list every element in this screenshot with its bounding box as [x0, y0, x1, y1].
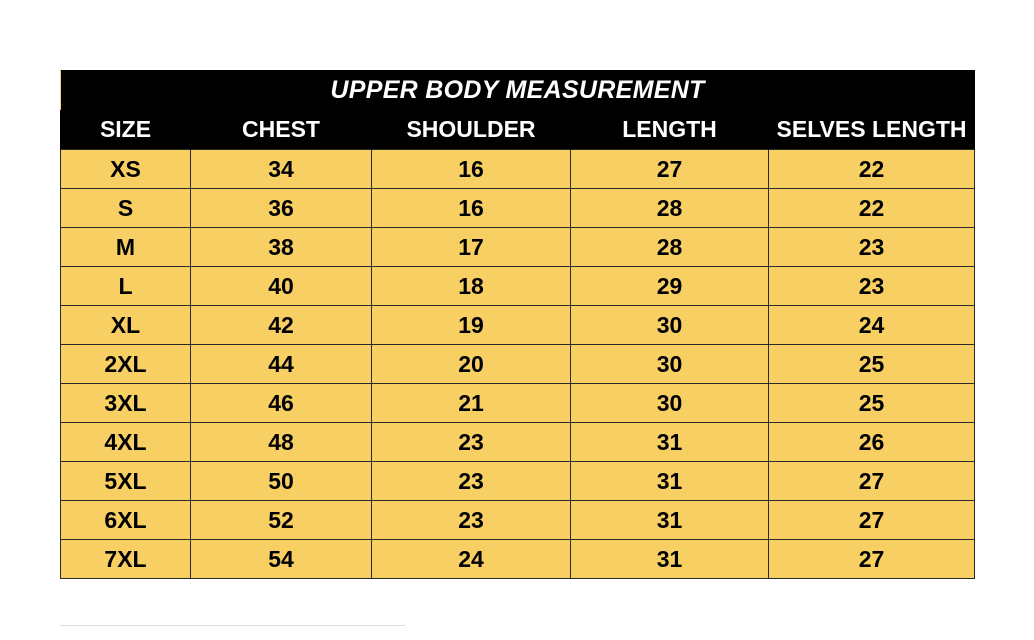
cell-chest: 54	[191, 540, 372, 579]
cell-length: 28	[571, 228, 769, 267]
cell-chest: 38	[191, 228, 372, 267]
table-row	[61, 228, 975, 267]
cell-shoulder: 21	[372, 384, 571, 423]
cell-shoulder: 20	[372, 345, 571, 384]
cell-length: 31	[571, 462, 769, 501]
cell-length: 31	[571, 501, 769, 540]
cell-length: 31	[571, 423, 769, 462]
cell-size: 4XL	[61, 423, 191, 462]
table-row	[61, 267, 975, 306]
cell-selves-length: 23	[769, 228, 975, 267]
table-header-row	[61, 110, 975, 150]
cell-selves-length: 25	[769, 345, 975, 384]
cell-shoulder: 16	[372, 189, 571, 228]
cell-size: M	[61, 228, 191, 267]
cell-chest: 42	[191, 306, 372, 345]
table-title-row	[61, 70, 975, 110]
cell-length: 31	[571, 540, 769, 579]
cell-size: 5XL	[61, 462, 191, 501]
cell-shoulder: 23	[372, 501, 571, 540]
table-row	[61, 540, 975, 579]
cell-shoulder: 18	[372, 267, 571, 306]
cell-shoulder: 23	[372, 462, 571, 501]
cell-chest: 40	[191, 267, 372, 306]
cell-chest: 44	[191, 345, 372, 384]
table-row	[61, 306, 975, 345]
cell-length: 28	[571, 189, 769, 228]
cell-size: 7XL	[61, 540, 191, 579]
table-row	[61, 423, 975, 462]
cell-size: L	[61, 267, 191, 306]
cell-shoulder: 19	[372, 306, 571, 345]
cell-size: XS	[61, 150, 191, 189]
cell-chest: 52	[191, 501, 372, 540]
cell-shoulder: 23	[372, 423, 571, 462]
cell-size: S	[61, 189, 191, 228]
table-row	[61, 384, 975, 423]
column-header-shoulder: SHOULDER	[372, 110, 571, 150]
cell-selves-length: 22	[769, 189, 975, 228]
cell-shoulder: 16	[372, 150, 571, 189]
cell-length: 30	[571, 384, 769, 423]
cell-size: 2XL	[61, 345, 191, 384]
cell-length: 30	[571, 345, 769, 384]
cell-length: 30	[571, 306, 769, 345]
column-header-selves-length: SELVES LENGTH	[769, 110, 975, 150]
table-row	[61, 150, 975, 189]
table-row	[61, 345, 975, 384]
cell-size: 3XL	[61, 384, 191, 423]
cell-chest: 50	[191, 462, 372, 501]
column-header-size: SIZE	[61, 110, 191, 150]
cell-size: 6XL	[61, 501, 191, 540]
cell-selves-length: 25	[769, 384, 975, 423]
cell-chest: 46	[191, 384, 372, 423]
cell-selves-length: 22	[769, 150, 975, 189]
cell-length: 27	[571, 150, 769, 189]
column-header-chest: CHEST	[191, 110, 372, 150]
cell-selves-length: 27	[769, 462, 975, 501]
table-row	[61, 462, 975, 501]
cell-chest: 34	[191, 150, 372, 189]
cell-selves-length: 27	[769, 540, 975, 579]
cell-selves-length: 23	[769, 267, 975, 306]
cell-size: XL	[61, 306, 191, 345]
cell-chest: 36	[191, 189, 372, 228]
table-title: UPPER BODY MEASUREMENT	[61, 70, 975, 110]
upper-body-measurement-table	[60, 70, 975, 579]
cell-shoulder: 24	[372, 540, 571, 579]
page-divider	[60, 625, 405, 626]
table-row	[61, 501, 975, 540]
cell-selves-length: 26	[769, 423, 975, 462]
cell-shoulder: 17	[372, 228, 571, 267]
column-header-length: LENGTH	[571, 110, 769, 150]
size-chart-container	[60, 70, 974, 579]
cell-length: 29	[571, 267, 769, 306]
table-row	[61, 189, 975, 228]
cell-selves-length: 24	[769, 306, 975, 345]
cell-selves-length: 27	[769, 501, 975, 540]
cell-chest: 48	[191, 423, 372, 462]
